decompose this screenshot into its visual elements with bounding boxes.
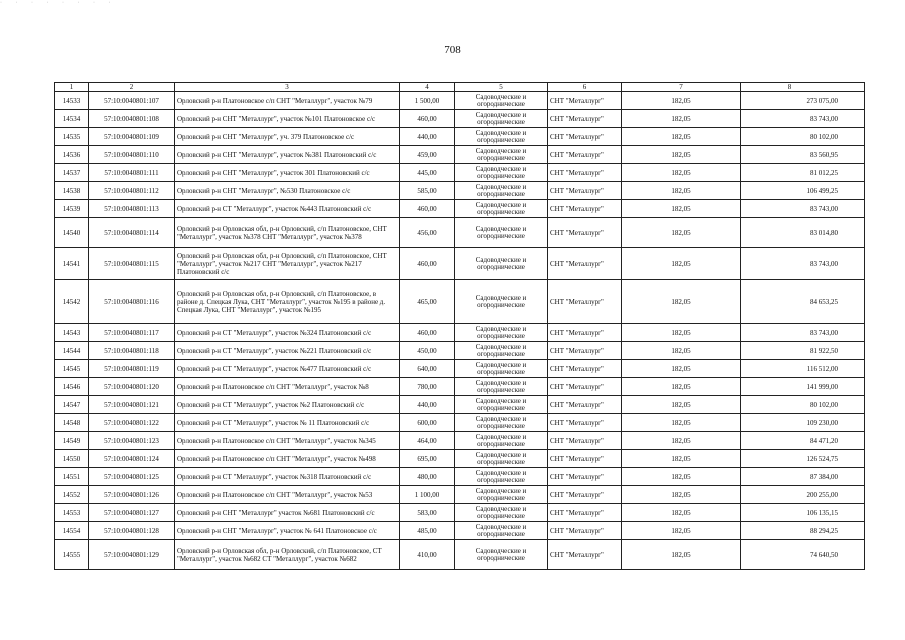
cadastral-value-cell: 87 384,00 bbox=[741, 468, 865, 486]
table-row bbox=[55, 146, 865, 164]
land-use-cell: Садоводческие и огороднические bbox=[455, 146, 548, 164]
record-number-cell: 14545 bbox=[55, 360, 89, 378]
land-use-cell: Садоводческие и огороднические bbox=[455, 378, 548, 396]
area-cell: 460,00 bbox=[400, 110, 455, 128]
rate-cell: 182,05 bbox=[622, 128, 741, 146]
table-row bbox=[55, 522, 865, 540]
area-cell: 1 500,00 bbox=[400, 92, 455, 110]
cadastral-number-cell: 57:10:0040801:111 bbox=[89, 164, 175, 182]
record-number-cell: 14541 bbox=[55, 248, 89, 280]
area-cell: 585,00 bbox=[400, 182, 455, 200]
organization-cell: СНТ "Металлург" bbox=[548, 182, 622, 200]
record-number-cell: 14534 bbox=[55, 110, 89, 128]
record-number-cell: 14551 bbox=[55, 468, 89, 486]
land-use-cell: Садоводческие и огороднические bbox=[455, 522, 548, 540]
rate-cell: 182,05 bbox=[622, 324, 741, 342]
organization-cell: СНТ "Металлург" bbox=[548, 450, 622, 468]
record-number-cell: 14542 bbox=[55, 280, 89, 324]
column-header: 5 bbox=[455, 83, 548, 92]
land-use-cell: Садоводческие и огороднические bbox=[455, 248, 548, 280]
area-cell: 445,00 bbox=[400, 164, 455, 182]
cadastral-value-cell: 81 922,50 bbox=[741, 342, 865, 360]
rate-cell: 182,05 bbox=[622, 396, 741, 414]
table-header-row bbox=[55, 83, 865, 92]
cadastral-number-cell: 57:10:0040801:119 bbox=[89, 360, 175, 378]
address-cell: Орловский р-н Платоновское с/п СНТ "Металлург", участок №8 bbox=[175, 378, 400, 396]
table-row bbox=[55, 248, 865, 280]
record-number-cell: 14535 bbox=[55, 128, 89, 146]
organization-cell: СНТ "Металлург" bbox=[548, 280, 622, 324]
area-cell: 485,00 bbox=[400, 522, 455, 540]
rate-cell: 182,05 bbox=[622, 504, 741, 522]
record-number-cell: 14537 bbox=[55, 164, 89, 182]
table-row bbox=[55, 414, 865, 432]
land-use-cell: Садоводческие и огороднические bbox=[455, 164, 548, 182]
record-number-cell: 14554 bbox=[55, 522, 89, 540]
organization-cell: СНТ "Металлург" bbox=[548, 378, 622, 396]
record-number-cell: 14536 bbox=[55, 146, 89, 164]
organization-cell: СНТ "Металлург" bbox=[548, 110, 622, 128]
address-cell: Орловский р-н Платоновское с/п СНТ "Металлург", участок №53 bbox=[175, 486, 400, 504]
record-number-cell: 14546 bbox=[55, 378, 89, 396]
rate-cell: 182,05 bbox=[622, 110, 741, 128]
area-cell: 460,00 bbox=[400, 200, 455, 218]
table-row bbox=[55, 218, 865, 248]
cadastral-number-cell: 57:10:0040801:118 bbox=[89, 342, 175, 360]
rate-cell: 182,05 bbox=[622, 200, 741, 218]
rate-cell: 182,05 bbox=[622, 146, 741, 164]
address-cell: Орловский р-н СНТ "Металлург", участок №381 Платоновский с/с bbox=[175, 146, 400, 164]
record-number-cell: 14549 bbox=[55, 432, 89, 450]
cadastral-number-cell: 57:10:0040801:124 bbox=[89, 450, 175, 468]
land-use-cell: Садоводческие и огороднические bbox=[455, 432, 548, 450]
address-cell: Орловский р-н Платоновское с/п СНТ "Металлург", участок №79 bbox=[175, 92, 400, 110]
column-header: 1 bbox=[55, 83, 89, 92]
record-number-cell: 14548 bbox=[55, 414, 89, 432]
record-number-cell: 14539 bbox=[55, 200, 89, 218]
organization-cell: СНТ "Металлург" bbox=[548, 432, 622, 450]
land-use-cell: Садоводческие и огороднические bbox=[455, 360, 548, 378]
cadastral-number-cell: 57:10:0040801:113 bbox=[89, 200, 175, 218]
cadastral-number-cell: 57:10:0040801:123 bbox=[89, 432, 175, 450]
address-cell: Орловский р-н СТ "Металлург", участок №324 Платоновский с/с bbox=[175, 324, 400, 342]
organization-cell: СНТ "Металлург" bbox=[548, 486, 622, 504]
cadastral-value-cell: 88 294,25 bbox=[741, 522, 865, 540]
area-cell: 695,00 bbox=[400, 450, 455, 468]
cadastral-number-cell: 57:10:0040801:125 bbox=[89, 468, 175, 486]
cadastral-value-cell: 83 743,00 bbox=[741, 324, 865, 342]
organization-cell: СНТ "Металлург" bbox=[548, 522, 622, 540]
table-row bbox=[55, 110, 865, 128]
land-use-cell: Садоводческие и огороднические bbox=[455, 396, 548, 414]
area-cell: 410,00 bbox=[400, 540, 455, 570]
rate-cell: 182,05 bbox=[622, 360, 741, 378]
organization-cell: СНТ "Металлург" bbox=[548, 342, 622, 360]
cadastral-number-cell: 57:10:0040801:121 bbox=[89, 396, 175, 414]
land-use-cell: Садоводческие и огороднические bbox=[455, 504, 548, 522]
column-header: 6 bbox=[548, 83, 622, 92]
organization-cell: СНТ "Металлург" bbox=[548, 248, 622, 280]
address-cell: Орловский р-н СНТ "Металлург", участок № 641 Платоновское с/с bbox=[175, 522, 400, 540]
area-cell: 480,00 bbox=[400, 468, 455, 486]
address-cell: Орловский р-н СТ "Металлург", участок №221 Платоновский с/с bbox=[175, 342, 400, 360]
land-use-cell: Садоводческие и огороднические bbox=[455, 324, 548, 342]
area-cell: 1 100,00 bbox=[400, 486, 455, 504]
area-cell: 440,00 bbox=[400, 396, 455, 414]
cadastral-value-cell: 141 999,00 bbox=[741, 378, 865, 396]
area-cell: 465,00 bbox=[400, 280, 455, 324]
table-row bbox=[55, 280, 865, 324]
land-use-cell: Садоводческие и огороднические bbox=[455, 414, 548, 432]
land-use-cell: Садоводческие и огороднические bbox=[455, 450, 548, 468]
cadastral-number-cell: 57:10:0040801:115 bbox=[89, 248, 175, 280]
land-use-cell: Садоводческие и огороднические bbox=[455, 280, 548, 324]
table-row bbox=[55, 450, 865, 468]
table-row bbox=[55, 504, 865, 522]
area-cell: 464,00 bbox=[400, 432, 455, 450]
address-cell: Орловский р-н СНТ "Металлург", участок №101 Платоновское с/с bbox=[175, 110, 400, 128]
organization-cell: СНТ "Металлург" bbox=[548, 540, 622, 570]
table-row bbox=[55, 486, 865, 504]
cadastral-number-cell: 57:10:0040801:109 bbox=[89, 128, 175, 146]
organization-cell: СНТ "Металлург" bbox=[548, 360, 622, 378]
record-number-cell: 14538 bbox=[55, 182, 89, 200]
cadastral-value-cell: 80 102,00 bbox=[741, 396, 865, 414]
cadastral-value-cell: 83 743,00 bbox=[741, 200, 865, 218]
organization-cell: СНТ "Металлург" bbox=[548, 414, 622, 432]
record-number-cell: 14544 bbox=[55, 342, 89, 360]
land-use-cell: Садоводческие и огороднические bbox=[455, 486, 548, 504]
land-registry-table bbox=[54, 82, 865, 570]
area-cell: 459,00 bbox=[400, 146, 455, 164]
land-use-cell: Садоводческие и огороднические bbox=[455, 92, 548, 110]
rate-cell: 182,05 bbox=[622, 486, 741, 504]
record-number-cell: 14550 bbox=[55, 450, 89, 468]
cadastral-number-cell: 57:10:0040801:128 bbox=[89, 522, 175, 540]
cadastral-number-cell: 57:10:0040801:122 bbox=[89, 414, 175, 432]
cadastral-value-cell: 106 499,25 bbox=[741, 182, 865, 200]
area-cell: 780,00 bbox=[400, 378, 455, 396]
record-number-cell: 14533 bbox=[55, 92, 89, 110]
rate-cell: 182,05 bbox=[622, 468, 741, 486]
land-use-cell: Садоводческие и огороднические bbox=[455, 182, 548, 200]
cadastral-value-cell: 106 135,15 bbox=[741, 504, 865, 522]
record-number-cell: 14540 bbox=[55, 218, 89, 248]
rate-cell: 182,05 bbox=[622, 280, 741, 324]
organization-cell: СНТ "Металлург" bbox=[548, 504, 622, 522]
address-cell: Орловский р-н Орловская обл, р-н Орловский, с/п Платоновское, СНТ "Металлург", участок №378 СНТ "Металлург", участок №378 bbox=[175, 218, 400, 248]
cadastral-value-cell: 84 653,25 bbox=[741, 280, 865, 324]
table-row bbox=[55, 468, 865, 486]
cadastral-number-cell: 57:10:0040801:117 bbox=[89, 324, 175, 342]
cadastral-number-cell: 57:10:0040801:110 bbox=[89, 146, 175, 164]
cadastral-number-cell: 57:10:0040801:108 bbox=[89, 110, 175, 128]
scan-noise: · · · · · · · · bbox=[0, 0, 117, 6]
address-cell: Орловский р-н СНТ "Металлург", уч. 379 Платоновское с/с bbox=[175, 128, 400, 146]
table-body bbox=[55, 92, 865, 570]
cadastral-value-cell: 83 743,00 bbox=[741, 248, 865, 280]
area-cell: 600,00 bbox=[400, 414, 455, 432]
record-number-cell: 14555 bbox=[55, 540, 89, 570]
table-row bbox=[55, 182, 865, 200]
area-cell: 456,00 bbox=[400, 218, 455, 248]
cadastral-number-cell: 57:10:0040801:127 bbox=[89, 504, 175, 522]
address-cell: Орловский р-н Орловская обл, р-н Орловский, с/п Платоновское, СНТ "Металлург", участок №217 СНТ "Металлург", участок №217 Платоновский с/с bbox=[175, 248, 400, 280]
organization-cell: СНТ "Металлург" bbox=[548, 468, 622, 486]
organization-cell: СНТ "Металлург" bbox=[548, 200, 622, 218]
rate-cell: 182,05 bbox=[622, 450, 741, 468]
column-header: 8 bbox=[741, 83, 865, 92]
cadastral-value-cell: 126 524,75 bbox=[741, 450, 865, 468]
record-number-cell: 14543 bbox=[55, 324, 89, 342]
table-row bbox=[55, 128, 865, 146]
organization-cell: СНТ "Металлург" bbox=[548, 128, 622, 146]
land-use-cell: Садоводческие и огороднические bbox=[455, 200, 548, 218]
cadastral-value-cell: 83 014,80 bbox=[741, 218, 865, 248]
cadastral-value-cell: 74 640,50 bbox=[741, 540, 865, 570]
cadastral-number-cell: 57:10:0040801:116 bbox=[89, 280, 175, 324]
land-use-cell: Садоводческие и огороднические bbox=[455, 342, 548, 360]
land-use-cell: Садоводческие и огороднические bbox=[455, 468, 548, 486]
record-number-cell: 14553 bbox=[55, 504, 89, 522]
cadastral-number-cell: 57:10:0040801:129 bbox=[89, 540, 175, 570]
organization-cell: СНТ "Металлург" bbox=[548, 92, 622, 110]
rate-cell: 182,05 bbox=[622, 414, 741, 432]
rate-cell: 182,05 bbox=[622, 540, 741, 570]
page-number: 708 bbox=[444, 44, 461, 56]
rate-cell: 182,05 bbox=[622, 342, 741, 360]
address-cell: Орловский р-н СНТ "Металлург", №530 Платоновское с/с bbox=[175, 182, 400, 200]
address-cell: Орловский р-н СНТ "Металлург", участок 301 Платоновский с/с bbox=[175, 164, 400, 182]
cadastral-number-cell: 57:10:0040801:126 bbox=[89, 486, 175, 504]
cadastral-number-cell: 57:10:0040801:120 bbox=[89, 378, 175, 396]
table-row bbox=[55, 360, 865, 378]
rate-cell: 182,05 bbox=[622, 378, 741, 396]
address-cell: Орловский р-н СНТ "Металлург" участок №681 Платоновский с/с bbox=[175, 504, 400, 522]
organization-cell: СНТ "Металлург" bbox=[548, 396, 622, 414]
address-cell: Орловский р-н Платоновское с/п СНТ "Металлург", участок №345 bbox=[175, 432, 400, 450]
rate-cell: 182,05 bbox=[622, 432, 741, 450]
table-row bbox=[55, 324, 865, 342]
table-row bbox=[55, 432, 865, 450]
column-header: 4 bbox=[400, 83, 455, 92]
land-use-cell: Садоводческие и огороднические bbox=[455, 128, 548, 146]
cadastral-value-cell: 273 075,00 bbox=[741, 92, 865, 110]
table-row bbox=[55, 92, 865, 110]
area-cell: 460,00 bbox=[400, 248, 455, 280]
rate-cell: 182,05 bbox=[622, 218, 741, 248]
area-cell: 640,00 bbox=[400, 360, 455, 378]
area-cell: 450,00 bbox=[400, 342, 455, 360]
land-use-cell: Садоводческие и огороднические bbox=[455, 540, 548, 570]
land-use-cell: Садоводческие и огороднические bbox=[455, 110, 548, 128]
column-header: 3 bbox=[175, 83, 400, 92]
table-row bbox=[55, 164, 865, 182]
land-use-cell: Садоводческие и огороднические bbox=[455, 218, 548, 248]
area-cell: 440,00 bbox=[400, 128, 455, 146]
rate-cell: 182,05 bbox=[622, 164, 741, 182]
area-cell: 460,00 bbox=[400, 324, 455, 342]
address-cell: Орловский р-н СТ "Металлург", участок №443 Платоновский с/с bbox=[175, 200, 400, 218]
cadastral-number-cell: 57:10:0040801:112 bbox=[89, 182, 175, 200]
address-cell: Орловский р-н Платоновское с/п СНТ "Металлург", участок №498 bbox=[175, 450, 400, 468]
cadastral-value-cell: 109 230,00 bbox=[741, 414, 865, 432]
cadastral-value-cell: 200 255,00 bbox=[741, 486, 865, 504]
address-cell: Орловский р-н Орловская обл, р-н Орловский, с/п Платоновское, СТ "Металлург", участок №682 СТ "Металлург", участок №682 bbox=[175, 540, 400, 570]
rate-cell: 182,05 bbox=[622, 248, 741, 280]
cadastral-number-cell: 57:10:0040801:107 bbox=[89, 92, 175, 110]
cadastral-value-cell: 83 560,95 bbox=[741, 146, 865, 164]
cadastral-value-cell: 81 012,25 bbox=[741, 164, 865, 182]
rate-cell: 182,05 bbox=[622, 522, 741, 540]
table-row bbox=[55, 396, 865, 414]
organization-cell: СНТ "Металлург" bbox=[548, 218, 622, 248]
cadastral-value-cell: 83 743,00 bbox=[741, 110, 865, 128]
organization-cell: СНТ "Металлург" bbox=[548, 324, 622, 342]
column-header: 2 bbox=[89, 83, 175, 92]
organization-cell: СНТ "Металлург" bbox=[548, 164, 622, 182]
organization-cell: СНТ "Металлург" bbox=[548, 146, 622, 164]
table-row bbox=[55, 342, 865, 360]
cadastral-number-cell: 57:10:0040801:114 bbox=[89, 218, 175, 248]
table-row bbox=[55, 200, 865, 218]
cadastral-value-cell: 116 512,00 bbox=[741, 360, 865, 378]
table-row bbox=[55, 378, 865, 396]
address-cell: Орловский р-н СТ "Металлург", участок №477 Платоновский с/с bbox=[175, 360, 400, 378]
record-number-cell: 14547 bbox=[55, 396, 89, 414]
address-cell: Орловский р-н Орловская обл, р-н Орловский, с/п Платоновское, в районе д. Спецкая Лука, СНТ "Металлург", участок №195 в районе д. Спецкая Лука, СНТ "Металлург", участок №195 bbox=[175, 280, 400, 324]
cadastral-value-cell: 84 471,20 bbox=[741, 432, 865, 450]
address-cell: Орловский р-н СТ "Металлург", участок №2 Платоновский с/с bbox=[175, 396, 400, 414]
record-number-cell: 14552 bbox=[55, 486, 89, 504]
rate-cell: 182,05 bbox=[622, 182, 741, 200]
cadastral-value-cell: 80 102,00 bbox=[741, 128, 865, 146]
area-cell: 583,00 bbox=[400, 504, 455, 522]
address-cell: Орловский р-н СТ "Металлург", участок №318 Платоновский с/с bbox=[175, 468, 400, 486]
column-header: 7 bbox=[622, 83, 741, 92]
address-cell: Орловский р-н СТ "Металлург", участок № 11 Платоновский с/с bbox=[175, 414, 400, 432]
rate-cell: 182,05 bbox=[622, 92, 741, 110]
table-row bbox=[55, 540, 865, 570]
